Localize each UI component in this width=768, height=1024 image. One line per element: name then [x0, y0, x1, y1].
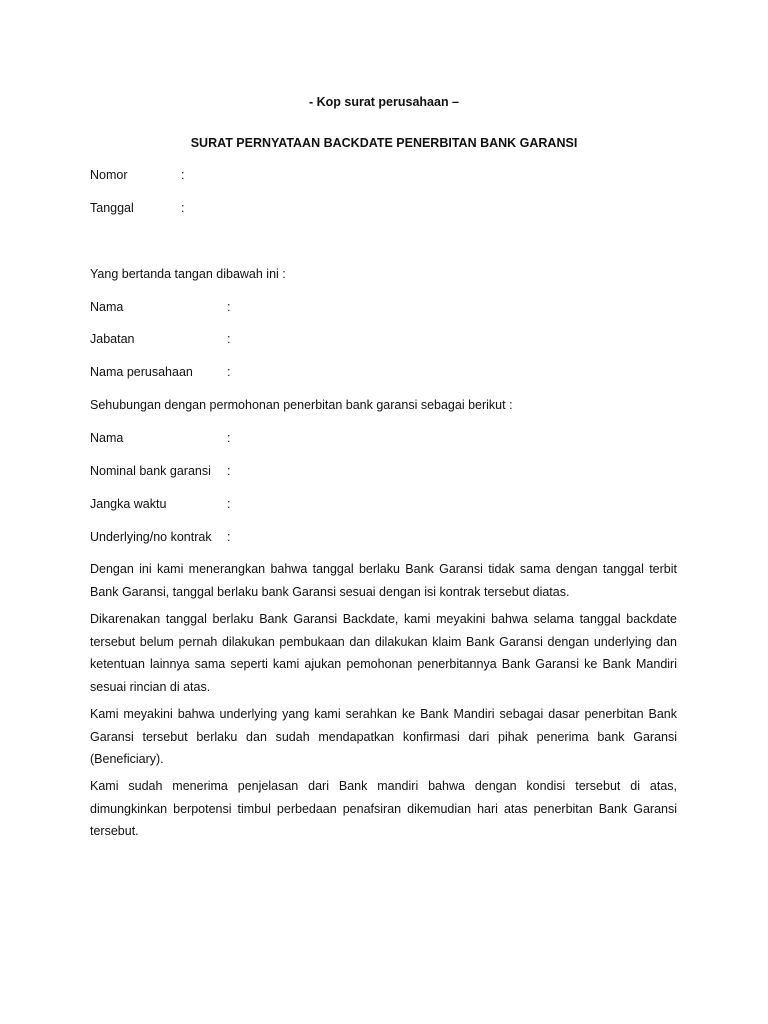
- intro-line: Yang bertanda tangan dibawah ini :: [90, 267, 286, 281]
- field-colon: :: [227, 332, 231, 346]
- field-label-nama-perusahaan: Nama perusahaan: [90, 365, 193, 379]
- field-colon: :: [227, 300, 231, 314]
- field-colon: :: [227, 431, 231, 445]
- body-paragraph: Kami sudah menerima penjelasan dari Bank mandiri bahwa dengan kondisi tersebut di atas, dimungkinkan berpotensi timbul perbedaan penafsiran dikemudian hari atas penerbitan Bank Garansi tersebut.: [90, 779, 677, 839]
- field-colon: :: [227, 530, 231, 544]
- field-label-nominal: Nominal bank garansi: [90, 464, 211, 478]
- body-paragraph: Kami meyakini bahwa underlying yang kami serahkan ke Bank Mandiri sebagai dasar penerbitan Bank Garansi tersebut berlaku dan sudah mendapatkan konfirmasi dari pihak penerima bank Garansi (Beneficiary).: [90, 707, 677, 767]
- document-title: SURAT PERNYATAAN BACKDATE PENERBITAN BANK GARANSI: [190, 136, 578, 150]
- field-label-nama: Nama: [90, 300, 124, 314]
- field-label-nomor: Nomor: [90, 168, 128, 182]
- field-label-tanggal: Tanggal: [90, 201, 134, 215]
- request-intro-line: Sehubungan dengan permohonan penerbitan bank garansi sebagai berikut :: [90, 398, 513, 412]
- body-paragraph: Dikarenakan tanggal berlaku Bank Garansi Backdate, kami meyakini bahwa selama tanggal backdate tersebut belum pernah dilakukan pembukaan dan dilakukan klaim Bank Garansi dengan underlying dan ketentuan lainnya sama seperti kami ajukan pemohonan penerbitannya Bank Garansi ke Bank Mandiri sesuai rincian di atas.: [90, 612, 677, 695]
- field-label-nama: Nama: [90, 431, 124, 445]
- field-colon: :: [181, 168, 185, 182]
- body-paragraph: Dengan ini kami menerangkan bahwa tanggal berlaku Bank Garansi tidak sama dengan tanggal terbit Bank Garansi, tanggal berlaku bank Garansi sesuai dengan isi kontrak tersebut diatas.: [90, 562, 677, 599]
- field-label-underlying: Underlying/no kontrak: [90, 530, 212, 544]
- field-colon: :: [227, 464, 231, 478]
- field-label-jangka-waktu: Jangka waktu: [90, 497, 167, 511]
- field-colon: :: [181, 201, 185, 215]
- field-colon: :: [227, 497, 231, 511]
- field-label-jabatan: Jabatan: [90, 332, 135, 346]
- letterhead-placeholder: - Kop surat perusahaan –: [308, 95, 460, 109]
- field-colon: :: [227, 365, 231, 379]
